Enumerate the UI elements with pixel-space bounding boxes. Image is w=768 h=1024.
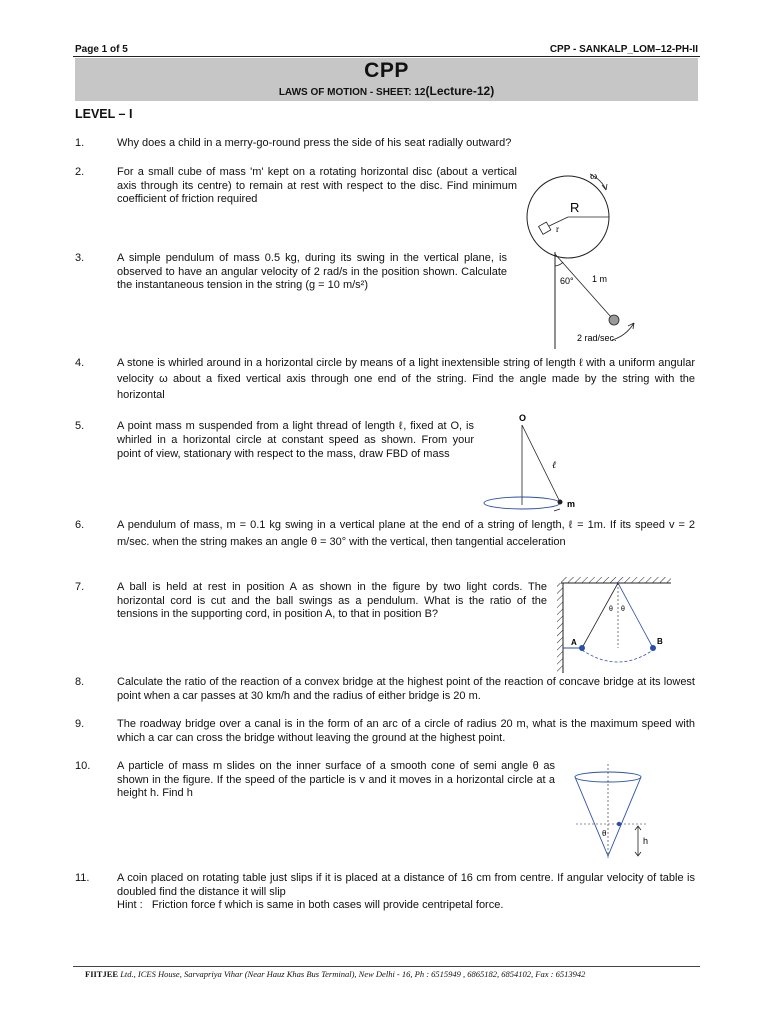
banner-subtitle xyxy=(75,84,698,98)
question-text: A pendulum of mass, m = 0.1 kg swing in a vertical plane at the end of a string of length, ℓ = 1m. If its speed v = 2 m/sec. when the string makes an angle θ = 30° with the vertical, then tangential acceleration xyxy=(117,519,695,548)
page-header-right: CPP - SANKALP_LOM–12-PH-II xyxy=(549,44,698,55)
question-text: A stone is whirled around in a horizontal circle by means of a light inextensible string of length ℓ with a uniform angular velocity ω about a fixed vertical axis through one end of the string. Find the angle made by the string with the horizontal xyxy=(117,357,695,401)
label-b: B xyxy=(657,637,663,646)
title-banner xyxy=(75,58,698,101)
question-number: 2. xyxy=(75,166,85,178)
mass-point xyxy=(558,500,563,505)
h-label: h xyxy=(643,836,649,846)
speed-label: 2 rad/sec. xyxy=(577,333,617,343)
rotating-disc-figure xyxy=(520,162,620,262)
question-number: 5. xyxy=(75,420,85,432)
page-header-left: Page 1 of 5 xyxy=(75,44,128,55)
bob xyxy=(609,315,619,325)
question-number: 10. xyxy=(75,760,91,772)
motion-arrow xyxy=(554,509,560,511)
theta-label: θ xyxy=(602,829,607,838)
wall xyxy=(557,583,563,673)
theta-right: θ xyxy=(621,606,625,613)
radius-label: R xyxy=(570,200,580,215)
pendulum-figure xyxy=(550,252,650,352)
question-text: A coin placed on rotating table just slips if it is placed at a distance of 16 cm from centre. If angular velocity of table is doubled find the distance it will slip xyxy=(117,872,695,898)
cube-block xyxy=(539,222,551,234)
question-text: A simple pendulum of mass 0.5 kg, during its swing in the vertical plane, is observed to have an angular velocity of 2 rad/s in the position shown. Calculate the instantaneous tension in the string (g = 10 m/s²) xyxy=(117,252,507,291)
question-text: Calculate the ratio of the reaction of a convex bridge at the highest point of the reaction of concave bridge at its lowest point when a car passes at 30 km/h and the radius of either bridge is 20 m. xyxy=(117,676,695,702)
hint-label: Hint : xyxy=(117,899,143,911)
angle-arc xyxy=(555,262,563,266)
question-text: A ball is held at rest in position A as shown in the figure by two light cords. The horizontal cord is cut and the ball swings as a pendulum. What is the ratio of the tensions in the supporting cord, in position A, to that in position B? xyxy=(117,581,547,620)
angle-label: 60° xyxy=(560,276,574,286)
question-number: 7. xyxy=(75,581,85,593)
swing-path xyxy=(582,650,653,662)
header-rule xyxy=(73,56,700,57)
cone-right-side xyxy=(608,777,641,856)
length-label: ℓ xyxy=(552,460,557,471)
banner-sheet: LAWS OF MOTION - SHEET: 12 xyxy=(278,87,426,98)
question-number: 9. xyxy=(75,718,85,730)
hint-text: Friction force f which is same in both cases will provide centripetal force. xyxy=(151,899,504,911)
banner-title: CPP xyxy=(364,59,409,82)
omega-label: ω xyxy=(590,170,598,182)
question-number: 1. xyxy=(75,137,85,149)
cone-figure xyxy=(570,764,660,864)
banner-lecture: (Lecture-12) xyxy=(425,84,495,98)
mass-label: m xyxy=(567,499,576,509)
length-label: 1 m xyxy=(592,274,608,284)
footer-rule xyxy=(73,966,700,967)
question-text: For a small cube of mass 'm' kept on a rotating horizontal disc (about a vertical axis through its centre) to remain at rest with respect to the disc. Find minimum coefficient of friction required xyxy=(117,166,517,205)
r-label: r xyxy=(556,224,559,234)
particle xyxy=(617,822,621,826)
ceiling xyxy=(561,577,671,583)
theta-left: θ xyxy=(609,606,613,613)
question-5 xyxy=(75,419,475,479)
question-11 xyxy=(75,872,695,916)
footer xyxy=(85,969,585,979)
label-a: A xyxy=(571,638,577,647)
question-7 xyxy=(75,581,550,623)
cone-left-side xyxy=(575,777,608,856)
question-number: 11. xyxy=(75,872,90,884)
question-text: A point mass m suspended from a light thread of length ℓ, fixed at O, is whirled in a horizontal circle at constant speed as shown. From your point of view, stationary with respect to the mass, draw FBD of mass xyxy=(117,420,474,460)
question-4 xyxy=(75,355,695,401)
question-1 xyxy=(75,137,695,151)
question-3 xyxy=(75,252,515,294)
cord-a xyxy=(582,583,618,648)
conical-pendulum-figure xyxy=(482,410,592,514)
question-10 xyxy=(75,760,555,802)
question-6 xyxy=(75,517,695,567)
question-number: 8. xyxy=(75,676,85,688)
cord-b xyxy=(618,583,653,648)
question-9 xyxy=(75,718,695,746)
two-cords-figure xyxy=(555,574,675,674)
level-heading: LEVEL – I xyxy=(75,107,133,121)
hint-line xyxy=(117,899,503,913)
question-text: Why does a child in a merry-go-round press the side of his seat radially outward? xyxy=(117,137,512,149)
question-text: A particle of mass m slides on the inner surface of a smooth cone of semi angle θ as shown in the figure. If the speed of the particle is v and it moves in a horizontal circle at a height h. Find h xyxy=(117,760,555,799)
question-number: 3. xyxy=(75,252,85,264)
origin-label: O xyxy=(519,413,527,423)
question-2 xyxy=(75,166,525,208)
question-8 xyxy=(75,676,695,704)
question-number: 6. xyxy=(75,519,85,531)
footer-brand: FIITJEE xyxy=(85,969,119,979)
question-number: 4. xyxy=(75,357,85,369)
footer-address: Ltd., ICES House, Sarvapriya Vihar (Near Hauz Khas Bus Terminal), New Delhi - 16, Ph : 6515949 , 6865182, 6854102, Fax : 6513942 xyxy=(118,969,586,979)
question-text: The roadway bridge over a canal is in the form of an arc of a circle of radius 20 m, what is the maximum speed with which a car can cross the bridge without leaving the ground at the highest point. xyxy=(117,718,695,744)
